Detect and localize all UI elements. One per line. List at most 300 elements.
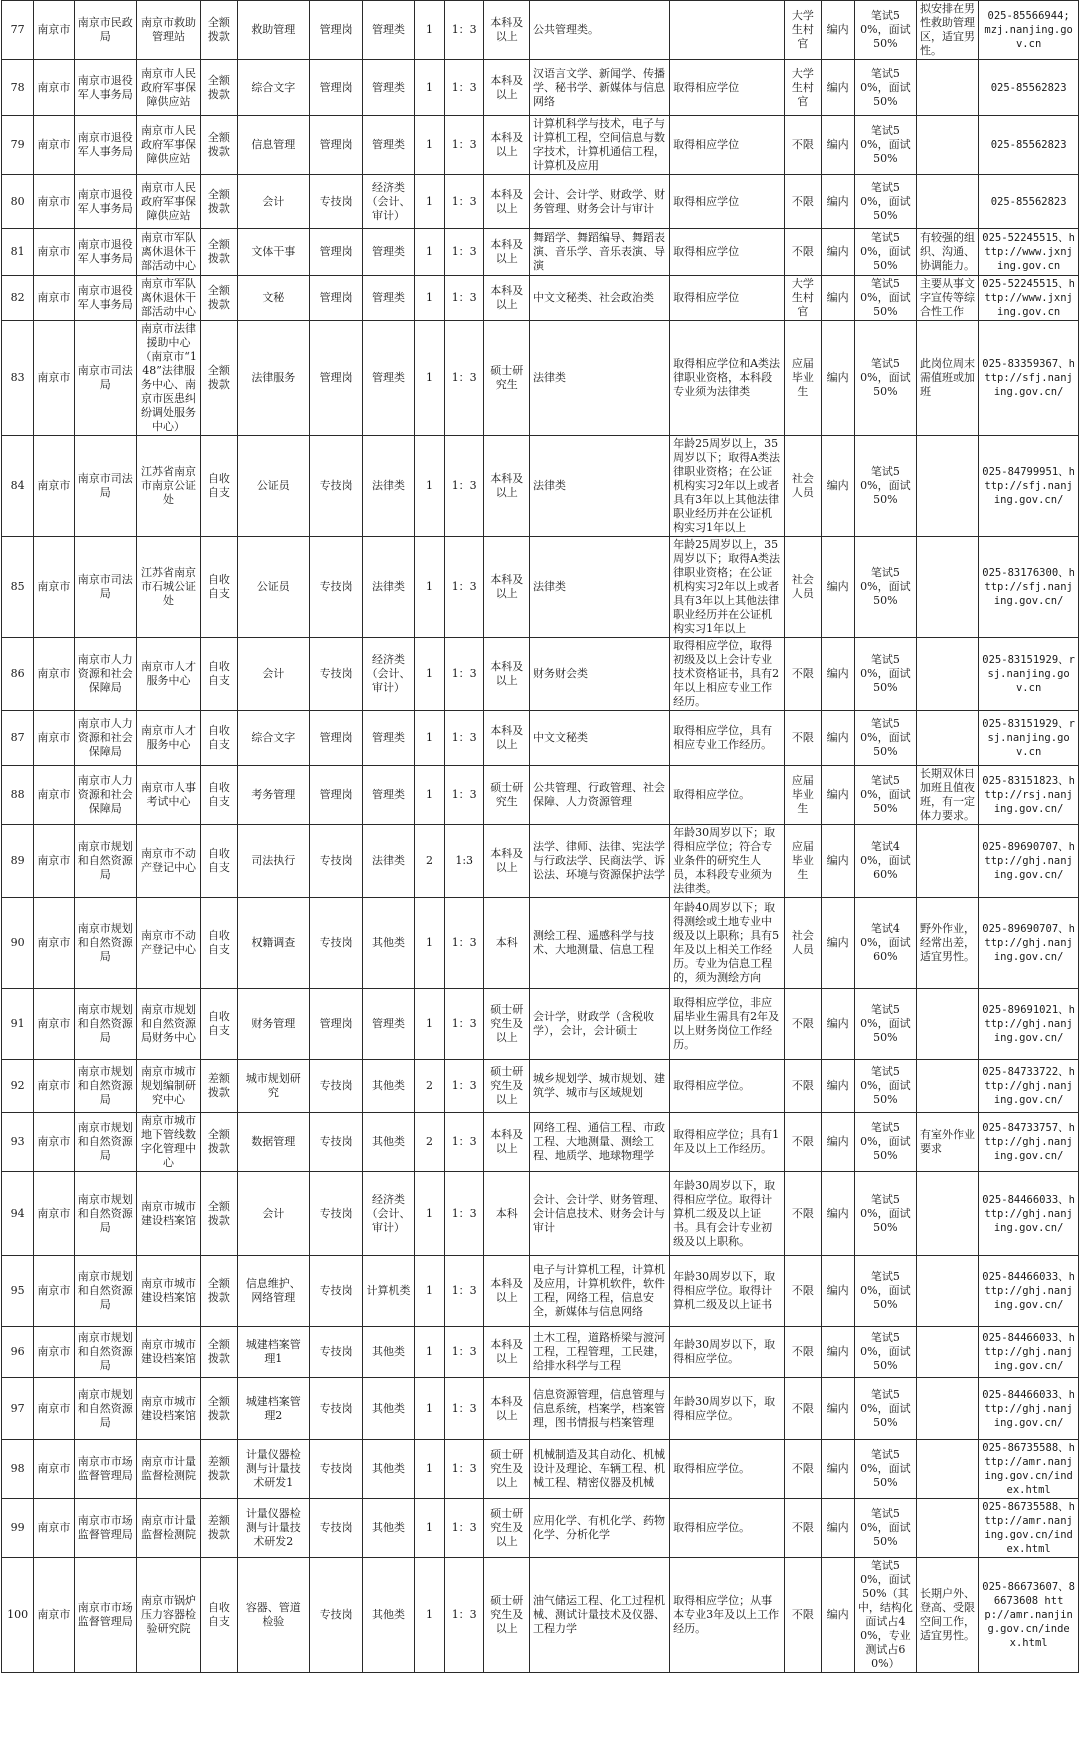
table-row [2, 229, 1079, 276]
note-cell [917, 989, 979, 1060]
unit-cell: 南京市城市规划编制研究中心 [136, 1060, 200, 1113]
establishment-cell: 编内 [821, 825, 854, 898]
post-type-cell: 管理岗 [310, 60, 363, 116]
ratio-cell: 1：3 [444, 1327, 483, 1378]
city-cell: 南京市 [34, 1440, 74, 1499]
note-cell: 有较强的组织、沟通、协调能力。 [917, 229, 979, 276]
post-type-cell: 专技岗 [310, 1256, 363, 1327]
dept-cell: 南京市规划和自然资源局 [74, 1172, 136, 1256]
dept-cell: 南京市规划和自然资源局 [74, 898, 136, 989]
contact-cell: 025-86673607、86673608 http://amr.nanjing.gov.cn/index.html [979, 1558, 1079, 1673]
post-type-cell: 专技岗 [310, 436, 363, 537]
post-type-cell: 管理岗 [310, 766, 363, 825]
table-row [2, 1060, 1079, 1113]
ratio-cell: 1:3 [444, 825, 483, 898]
city-cell: 南京市 [34, 1, 74, 60]
post-type-cell: 专技岗 [310, 1558, 363, 1673]
row-number: 100 [2, 1558, 34, 1673]
establishment-cell: 编内 [821, 537, 854, 638]
headcount-cell: 1 [414, 175, 444, 229]
headcount-cell: 1 [414, 436, 444, 537]
headcount-cell: 1 [414, 1256, 444, 1327]
category-cell: 其他类 [363, 1558, 415, 1673]
ratio-cell: 1：3 [444, 321, 483, 436]
post-name-cell: 救助管理 [237, 1, 310, 60]
funding-cell: 自收自支 [201, 436, 237, 537]
post-name-cell: 会计 [237, 638, 310, 711]
requirements-cell: 年龄30周岁以下，取得相应学位。取得计算机二级及以上证书。具有会计专业初级及以上职称。 [670, 1172, 785, 1256]
note-cell [917, 116, 979, 175]
establishment-cell: 编内 [821, 321, 854, 436]
funding-cell: 全额拨款 [201, 229, 237, 276]
funding-cell: 全额拨款 [201, 1256, 237, 1327]
contact-cell: 025-85562823 [979, 116, 1079, 175]
city-cell: 南京市 [34, 711, 74, 766]
target-cell: 应届毕业生 [785, 321, 821, 436]
ratio-cell: 1：3 [444, 60, 483, 116]
exam-cell: 笔试50%，面试50% [854, 1440, 916, 1499]
dept-cell: 南京市规划和自然资源局 [74, 1378, 136, 1440]
table-row [2, 1327, 1079, 1378]
establishment-cell: 编内 [821, 436, 854, 537]
post-name-cell: 信息维护、网络管理 [237, 1256, 310, 1327]
post-name-cell: 公证员 [237, 436, 310, 537]
establishment-cell: 编内 [821, 1, 854, 60]
city-cell: 南京市 [34, 1113, 74, 1172]
dept-cell: 南京市规划和自然资源局 [74, 989, 136, 1060]
requirements-cell: 取得相应学位 [670, 276, 785, 321]
target-cell: 不限 [785, 1558, 821, 1673]
category-cell: 其他类 [363, 1499, 415, 1558]
contact-cell: 025-89690707、http://ghj.nanjing.gov.cn/ [979, 898, 1079, 989]
establishment-cell: 编内 [821, 711, 854, 766]
post-type-cell: 管理岗 [310, 321, 363, 436]
ratio-cell: 1：3 [444, 1499, 483, 1558]
target-cell: 不限 [785, 1113, 821, 1172]
dept-cell: 南京市退役军人事务局 [74, 60, 136, 116]
row-number: 91 [2, 989, 34, 1060]
row-number: 81 [2, 229, 34, 276]
unit-cell: 南京市规划和自然资源局财务中心 [136, 989, 200, 1060]
exam-cell: 笔试50%，面试50%（其中，结构化面试占40%，专业测试占60%） [854, 1558, 916, 1673]
row-number: 77 [2, 1, 34, 60]
major-cell: 舞蹈学、舞蹈编导、舞蹈表演、音乐学、音乐表演、导演 [530, 229, 670, 276]
major-cell: 应用化学、有机化学、药物化学、分析化学 [530, 1499, 670, 1558]
dept-cell: 南京市规划和自然资源局 [74, 825, 136, 898]
table-row [2, 1172, 1079, 1256]
education-cell: 本科及以上 [484, 825, 530, 898]
category-cell: 经济类（会计、审计） [363, 1172, 415, 1256]
dept-cell: 南京市规划和自然资源局 [74, 1113, 136, 1172]
ratio-cell: 1：3 [444, 1558, 483, 1673]
post-type-cell: 专技岗 [310, 1172, 363, 1256]
education-cell: 硕士研究生及以上 [484, 1499, 530, 1558]
exam-cell: 笔试50%，面试50% [854, 989, 916, 1060]
exam-cell: 笔试50%，面试50% [854, 638, 916, 711]
row-number: 92 [2, 1060, 34, 1113]
exam-cell: 笔试50%，面试50% [854, 537, 916, 638]
target-cell: 不限 [785, 1256, 821, 1327]
target-cell: 不限 [785, 1440, 821, 1499]
row-number: 89 [2, 825, 34, 898]
category-cell: 管理类 [363, 711, 415, 766]
dept-cell: 南京市规划和自然资源局 [74, 1256, 136, 1327]
category-cell: 法律类 [363, 825, 415, 898]
major-cell: 会计、会计学、财务管理、会计信息技术、财务会计与审计 [530, 1172, 670, 1256]
funding-cell: 自收自支 [201, 711, 237, 766]
city-cell: 南京市 [34, 436, 74, 537]
funding-cell: 全额拨款 [201, 116, 237, 175]
target-cell: 不限 [785, 711, 821, 766]
post-name-cell: 综合文字 [237, 711, 310, 766]
requirements-cell [670, 1, 785, 60]
category-cell: 管理类 [363, 1, 415, 60]
note-cell [917, 537, 979, 638]
establishment-cell: 编内 [821, 175, 854, 229]
unit-cell: 南京市城市建设档案馆 [136, 1327, 200, 1378]
funding-cell: 全额拨款 [201, 175, 237, 229]
major-cell: 计算机科学与技术，电子与计算机工程，空间信息与数字技术，计算机通信工程，计算机及应用 [530, 116, 670, 175]
post-name-cell: 文体干事 [237, 229, 310, 276]
category-cell: 法律类 [363, 537, 415, 638]
headcount-cell: 2 [414, 825, 444, 898]
contact-cell: 025-84466033、http://ghj.nanjing.gov.cn/ [979, 1327, 1079, 1378]
headcount-cell: 2 [414, 1060, 444, 1113]
ratio-cell: 1：3 [444, 1256, 483, 1327]
ratio-cell: 1：3 [444, 1113, 483, 1172]
target-cell: 应届毕业生 [785, 766, 821, 825]
category-cell: 法律类 [363, 436, 415, 537]
post-type-cell: 专技岗 [310, 638, 363, 711]
table-row [2, 1113, 1079, 1172]
ratio-cell: 1：3 [444, 175, 483, 229]
table-row [2, 1378, 1079, 1440]
dept-cell: 南京市民政局 [74, 1, 136, 60]
funding-cell: 全额拨款 [201, 321, 237, 436]
exam-cell: 笔试50%，面试50% [854, 1327, 916, 1378]
education-cell: 本科及以上 [484, 1113, 530, 1172]
unit-cell: 南京市计量监督检测院 [136, 1440, 200, 1499]
major-cell: 法律类 [530, 436, 670, 537]
table-row [2, 989, 1079, 1060]
target-cell: 不限 [785, 1060, 821, 1113]
category-cell: 其他类 [363, 1113, 415, 1172]
category-cell: 管理类 [363, 60, 415, 116]
major-cell: 信息资源管理，信息管理与信息系统，档案学，档案管理，图书情报与档案管理 [530, 1378, 670, 1440]
major-cell: 法律类 [530, 537, 670, 638]
ratio-cell: 1：3 [444, 766, 483, 825]
exam-cell: 笔试50%，面试50% [854, 1256, 916, 1327]
funding-cell: 全额拨款 [201, 1113, 237, 1172]
headcount-cell: 1 [414, 321, 444, 436]
target-cell: 社会人员 [785, 898, 821, 989]
dept-cell: 南京市市场监督管理局 [74, 1440, 136, 1499]
target-cell: 大学生村官 [785, 1, 821, 60]
target-cell: 不限 [785, 1499, 821, 1558]
table-row [2, 1, 1079, 60]
funding-cell: 自收自支 [201, 537, 237, 638]
requirements-cell: 取得相应学位，具有相应专业工作经历。 [670, 711, 785, 766]
post-name-cell: 文秘 [237, 276, 310, 321]
headcount-cell: 1 [414, 766, 444, 825]
note-cell: 此岗位周末需值班或加班 [917, 321, 979, 436]
target-cell: 大学生村官 [785, 276, 821, 321]
education-cell: 本科及以上 [484, 175, 530, 229]
target-cell: 不限 [785, 229, 821, 276]
note-cell: 有室外作业要求 [917, 1113, 979, 1172]
contact-cell: 025-83151929、rsj.nanjing.gov.cn [979, 638, 1079, 711]
note-cell: 主要从事文字宣传等综合性工作 [917, 276, 979, 321]
ratio-cell: 1：3 [444, 276, 483, 321]
post-type-cell: 专技岗 [310, 175, 363, 229]
note-cell [917, 60, 979, 116]
post-type-cell: 专技岗 [310, 1060, 363, 1113]
contact-cell: 025-52245515、http://www.jxnjing.gov.cn [979, 229, 1079, 276]
note-cell [917, 436, 979, 537]
city-cell: 南京市 [34, 1060, 74, 1113]
education-cell: 本科及以上 [484, 276, 530, 321]
major-cell: 测绘工程、遥感科学与技术、大地测量、信息工程 [530, 898, 670, 989]
major-cell: 网络工程、通信工程、市政工程、大地测量、测绘工程、地质学、地球物理学 [530, 1113, 670, 1172]
major-cell: 机械制造及其自动化、机械设计及理论、车辆工程、机械工程、精密仪器及机械 [530, 1440, 670, 1499]
funding-cell: 全额拨款 [201, 1172, 237, 1256]
unit-cell: 南京市城市地下管线数字化管理中心 [136, 1113, 200, 1172]
unit-cell: 南京市人民政府军事保障供应站 [136, 60, 200, 116]
requirements-cell: 取得相应学位 [670, 60, 785, 116]
funding-cell: 全额拨款 [201, 1, 237, 60]
note-cell [917, 638, 979, 711]
exam-cell: 笔试50%，面试50% [854, 1, 916, 60]
contact-cell: 025-84733722、http://ghj.nanjing.gov.cn/ [979, 1060, 1079, 1113]
unit-cell: 江苏省南京市石城公证处 [136, 537, 200, 638]
exam-cell: 笔试50%，面试50% [854, 229, 916, 276]
target-cell: 不限 [785, 1172, 821, 1256]
ratio-cell: 1：3 [444, 537, 483, 638]
exam-cell: 笔试50%，面试50% [854, 321, 916, 436]
requirements-cell: 取得相应学位。 [670, 1060, 785, 1113]
recruitment-table [1, 0, 1079, 1673]
exam-cell: 笔试50%，面试50% [854, 1060, 916, 1113]
funding-cell: 差额拨款 [201, 1499, 237, 1558]
target-cell: 应届毕业生 [785, 825, 821, 898]
note-cell [917, 1499, 979, 1558]
dept-cell: 南京市退役军人事务局 [74, 116, 136, 175]
row-number: 88 [2, 766, 34, 825]
requirements-cell: 年龄30周岁以下，取得相应学位。 [670, 1378, 785, 1440]
post-name-cell: 法律服务 [237, 321, 310, 436]
unit-cell: 南京市不动产登记中心 [136, 825, 200, 898]
unit-cell: 南京市人事考试中心 [136, 766, 200, 825]
funding-cell: 全额拨款 [201, 1378, 237, 1440]
unit-cell: 南京市不动产登记中心 [136, 898, 200, 989]
category-cell: 经济类（会计、审计） [363, 638, 415, 711]
contact-cell: 025-89691021、http://ghj.nanjing.gov.cn/ [979, 989, 1079, 1060]
major-cell: 会计、会计学、财政学、财务管理、财务会计与审计 [530, 175, 670, 229]
establishment-cell: 编内 [821, 1440, 854, 1499]
headcount-cell: 1 [414, 711, 444, 766]
row-number: 85 [2, 537, 34, 638]
funding-cell: 自收自支 [201, 638, 237, 711]
contact-cell: 025-83359367、http://sfj.nanjing.gov.cn/ [979, 321, 1079, 436]
city-cell: 南京市 [34, 1256, 74, 1327]
establishment-cell: 编内 [821, 1327, 854, 1378]
exam-cell: 笔试40%，面试60% [854, 898, 916, 989]
row-number: 84 [2, 436, 34, 537]
major-cell: 财务财会类 [530, 638, 670, 711]
dept-cell: 南京市退役军人事务局 [74, 175, 136, 229]
requirements-cell: 取得相应学位 [670, 175, 785, 229]
establishment-cell: 编内 [821, 60, 854, 116]
requirements-cell: 年龄30周岁以下，取得相应学位。 [670, 1327, 785, 1378]
exam-cell: 笔试50%，面试50% [854, 436, 916, 537]
requirements-cell: 取得相应学位。 [670, 1499, 785, 1558]
row-number: 97 [2, 1378, 34, 1440]
note-cell [917, 1060, 979, 1113]
dept-cell: 南京市人力资源和社会保障局 [74, 711, 136, 766]
ratio-cell: 1：3 [444, 436, 483, 537]
post-name-cell: 综合文字 [237, 60, 310, 116]
note-cell [917, 825, 979, 898]
major-cell: 中文文秘类 [530, 711, 670, 766]
education-cell: 本科及以上 [484, 1256, 530, 1327]
establishment-cell: 编内 [821, 638, 854, 711]
city-cell: 南京市 [34, 1499, 74, 1558]
major-cell: 会计学，财政学（含税收学），会计，会计硕士 [530, 989, 670, 1060]
city-cell: 南京市 [34, 175, 74, 229]
target-cell: 不限 [785, 989, 821, 1060]
row-number: 94 [2, 1172, 34, 1256]
dept-cell: 南京市司法局 [74, 537, 136, 638]
table-row [2, 1440, 1079, 1499]
education-cell: 硕士研究生 [484, 321, 530, 436]
unit-cell: 江苏省南京市南京公证处 [136, 436, 200, 537]
dept-cell: 南京市司法局 [74, 321, 136, 436]
establishment-cell: 编内 [821, 1378, 854, 1440]
headcount-cell: 1 [414, 537, 444, 638]
exam-cell: 笔试50%，面试50% [854, 711, 916, 766]
row-number: 98 [2, 1440, 34, 1499]
post-type-cell: 管理岗 [310, 116, 363, 175]
post-name-cell: 会计 [237, 175, 310, 229]
row-number: 87 [2, 711, 34, 766]
headcount-cell: 1 [414, 1378, 444, 1440]
contact-cell: 025-86735588、http://amr.nanjing.gov.cn/index.html [979, 1499, 1079, 1558]
education-cell: 本科及以上 [484, 1378, 530, 1440]
ratio-cell: 1：3 [444, 989, 483, 1060]
education-cell: 本科及以上 [484, 1, 530, 60]
ratio-cell: 1：3 [444, 1378, 483, 1440]
category-cell: 其他类 [363, 1378, 415, 1440]
headcount-cell: 1 [414, 1, 444, 60]
unit-cell: 南京市城市建设档案馆 [136, 1172, 200, 1256]
establishment-cell: 编内 [821, 1172, 854, 1256]
education-cell: 本科及以上 [484, 229, 530, 276]
major-cell: 土木工程，道路桥梁与渡河工程，工程管理，工民建，给排水科学与工程 [530, 1327, 670, 1378]
contact-cell: 025-84466033、http://ghj.nanjing.gov.cn/ [979, 1378, 1079, 1440]
table-row [2, 1558, 1079, 1673]
major-cell: 电子与计算机工程，计算机及应用，计算机软件，软件工程，网络工程，信息安全，新媒体与信息网络 [530, 1256, 670, 1327]
table-row [2, 711, 1079, 766]
post-type-cell: 专技岗 [310, 898, 363, 989]
unit-cell: 南京市军队离休退休干部活动中心 [136, 276, 200, 321]
post-name-cell: 公证员 [237, 537, 310, 638]
table-row [2, 60, 1079, 116]
dept-cell: 南京市规划和自然资源局 [74, 1060, 136, 1113]
requirements-cell: 取得相应学位 [670, 116, 785, 175]
contact-cell: 025-84466033、http://ghj.nanjing.gov.cn/ [979, 1256, 1079, 1327]
post-type-cell: 专技岗 [310, 1113, 363, 1172]
row-number: 80 [2, 175, 34, 229]
headcount-cell: 1 [414, 1558, 444, 1673]
post-name-cell: 数据管理 [237, 1113, 310, 1172]
headcount-cell: 1 [414, 1327, 444, 1378]
city-cell: 南京市 [34, 1558, 74, 1673]
contact-cell: 025-84799951、http://sfj.nanjing.gov.cn/ [979, 436, 1079, 537]
note-cell [917, 1327, 979, 1378]
table-row [2, 116, 1079, 175]
city-cell: 南京市 [34, 1378, 74, 1440]
dept-cell: 南京市退役军人事务局 [74, 229, 136, 276]
requirements-cell: 年龄40周岁以下；取得测绘或土地专业中级及以上职称；具有5年及以上相关工作经历。专业为信息工程的，须为测绘方向 [670, 898, 785, 989]
headcount-cell: 1 [414, 1172, 444, 1256]
post-type-cell: 管理岗 [310, 989, 363, 1060]
education-cell: 本科 [484, 1172, 530, 1256]
table-row [2, 1256, 1079, 1327]
contact-cell: 025-83151929、rsj.nanjing.gov.cn [979, 711, 1079, 766]
contact-cell: 025-85562823 [979, 175, 1079, 229]
education-cell: 本科及以上 [484, 1327, 530, 1378]
contact-cell: 025-86735588、http://amr.nanjing.gov.cn/index.html [979, 1440, 1079, 1499]
education-cell: 本科及以上 [484, 537, 530, 638]
note-cell [917, 1172, 979, 1256]
target-cell: 不限 [785, 1327, 821, 1378]
post-type-cell: 管理岗 [310, 711, 363, 766]
dept-cell: 南京市司法局 [74, 436, 136, 537]
city-cell: 南京市 [34, 1327, 74, 1378]
category-cell: 其他类 [363, 1440, 415, 1499]
contact-cell: 025-85566944; mzj.nanjing.gov.cn [979, 1, 1079, 60]
dept-cell: 南京市规划和自然资源局 [74, 1327, 136, 1378]
education-cell: 本科 [484, 898, 530, 989]
post-type-cell: 专技岗 [310, 1440, 363, 1499]
ratio-cell: 1：3 [444, 1, 483, 60]
table-row [2, 436, 1079, 537]
target-cell: 不限 [785, 1378, 821, 1440]
requirements-cell: 取得相应学位；具有1年及以上工作经历。 [670, 1113, 785, 1172]
city-cell: 南京市 [34, 321, 74, 436]
note-cell: 野外作业，经常出差，适宜男性。 [917, 898, 979, 989]
ratio-cell: 1：3 [444, 711, 483, 766]
requirements-cell: 年龄30周岁以下，取得相应学位。取得计算机二级及以上证书 [670, 1256, 785, 1327]
unit-cell: 南京市军队离休退休干部活动中心 [136, 229, 200, 276]
exam-cell: 笔试50%，面试50% [854, 175, 916, 229]
city-cell: 南京市 [34, 898, 74, 989]
ratio-cell: 1：3 [444, 116, 483, 175]
ratio-cell: 1：3 [444, 229, 483, 276]
row-number: 90 [2, 898, 34, 989]
post-name-cell: 城市规划研究 [237, 1060, 310, 1113]
category-cell: 计算机类 [363, 1256, 415, 1327]
requirements-cell: 取得相应学位 [670, 229, 785, 276]
unit-cell: 南京市人民政府军事保障供应站 [136, 175, 200, 229]
post-type-cell: 管理岗 [310, 1, 363, 60]
post-type-cell: 专技岗 [310, 537, 363, 638]
table-row [2, 276, 1079, 321]
establishment-cell: 编内 [821, 116, 854, 175]
exam-cell: 笔试50%，面试50% [854, 60, 916, 116]
major-cell: 汉语言文学、新闻学、传播学、秘书学、新媒体与信息网络 [530, 60, 670, 116]
funding-cell: 自收自支 [201, 766, 237, 825]
